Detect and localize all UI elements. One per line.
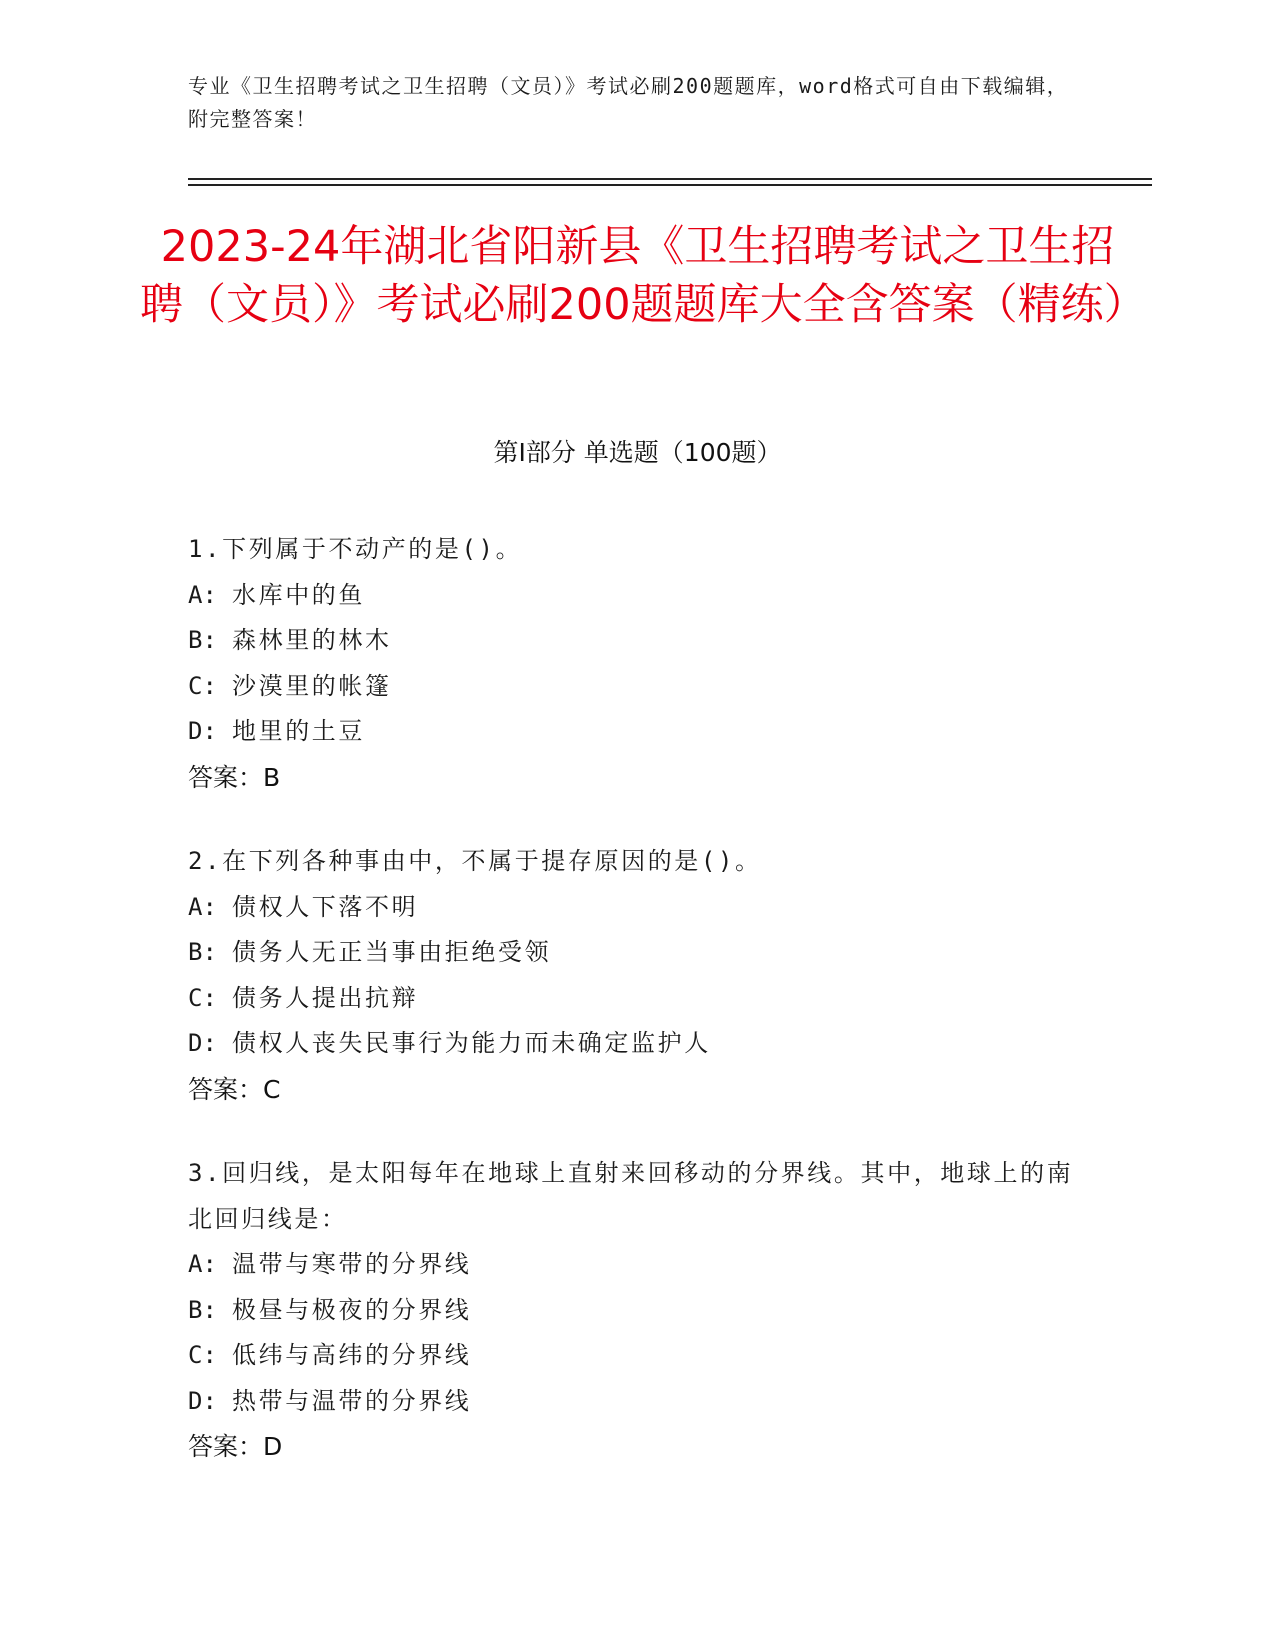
answer-line <box>188 1067 1088 1113</box>
option-letter: C: <box>188 983 217 1012</box>
option-letter: D: <box>188 1029 217 1057</box>
option-text: 森林里的林木 <box>232 626 392 654</box>
answer-line <box>188 755 1088 801</box>
option-a <box>188 885 1088 931</box>
option-letter: D: <box>188 1386 217 1415</box>
option-b <box>188 1288 1088 1334</box>
option-letter: A: <box>188 892 217 921</box>
question-list <box>188 527 1088 1509</box>
question-stem: 1.下列属于不动产的是()。 <box>188 535 523 563</box>
option-text: 低纬与高纬的分界线 <box>232 1341 472 1369</box>
option-text: 温带与寒带的分界线 <box>232 1250 472 1278</box>
option-text: 沙漠里的帐篷 <box>232 671 392 700</box>
option-letter: A: <box>188 580 217 609</box>
answer-line <box>188 1424 1088 1470</box>
answer-label: 答案： <box>188 1074 264 1104</box>
option-letter: D: <box>188 717 217 745</box>
answer-value: D <box>263 1432 283 1461</box>
header-note: 专业《卫生招聘考试之卫生招聘（文员）》考试必刷200题题库，word格式可自由下载编辑，附完整答案！ <box>188 74 1069 131</box>
option-d <box>188 1021 1088 1067</box>
option-text: 债权人下落不明 <box>232 892 419 921</box>
section-title: 第Ⅰ部分 单选题（100题） <box>493 438 782 467</box>
question-stem: 3.回归线，是太阳每年在地球上直射来回移动的分界线。其中，地球上的南北回归线是： <box>188 1159 1074 1233</box>
option-letter: A: <box>188 1250 217 1278</box>
option-d <box>188 1379 1088 1425</box>
question-item <box>188 839 1088 1112</box>
header-divider-bottom <box>188 184 1152 186</box>
answer-value: B <box>263 762 281 792</box>
answer-label: 答案： <box>188 762 264 792</box>
option-d <box>188 709 1088 755</box>
option-b <box>188 618 1088 664</box>
option-c <box>188 1333 1088 1379</box>
question-stem: 2.在下列各种事由中，不属于提存原因的是()。 <box>188 847 762 875</box>
option-text: 极昼与极夜的分界线 <box>232 1295 472 1324</box>
option-a <box>188 1242 1088 1288</box>
option-a <box>188 573 1088 619</box>
option-text: 水库中的鱼 <box>232 580 365 609</box>
header-divider-top <box>188 178 1152 180</box>
question-item <box>188 527 1088 800</box>
document-title: 2023-24年湖北省阳新县《卫生招聘考试之卫生招聘（文员）》考试必刷200题题库大全含答案（精练） <box>140 222 1147 330</box>
option-letter: C: <box>188 671 217 700</box>
option-text: 热带与温带的分界线 <box>232 1386 472 1415</box>
option-b <box>188 930 1088 976</box>
question-item <box>188 1151 1088 1470</box>
option-text: 债务人无正当事由拒绝受领 <box>232 938 552 966</box>
answer-value: C <box>263 1074 281 1104</box>
option-letter: C: <box>188 1341 217 1369</box>
option-letter: B: <box>188 626 217 654</box>
option-c <box>188 976 1088 1022</box>
option-letter: B: <box>188 938 217 966</box>
option-text: 债权人丧失民事行为能力而未确定监护人 <box>232 1029 711 1057</box>
option-text: 地里的土豆 <box>232 717 365 745</box>
answer-label: 答案： <box>188 1432 264 1461</box>
option-c <box>188 664 1088 710</box>
option-text: 债务人提出抗辩 <box>232 983 419 1012</box>
option-letter: B: <box>188 1295 217 1324</box>
